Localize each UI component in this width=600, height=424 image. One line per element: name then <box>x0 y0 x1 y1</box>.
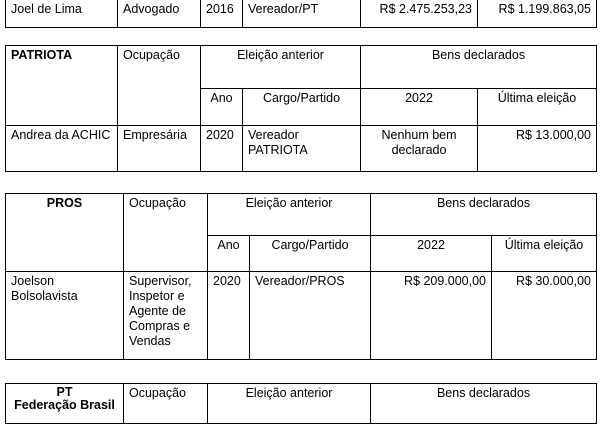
assets-last-election: R$ 13.000,00 <box>478 126 597 172</box>
assets-2022: R$ 2.475.253,23 <box>361 0 478 28</box>
header-office: Cargo/Partido <box>250 236 371 272</box>
party-name: PROS <box>6 194 124 272</box>
election-year: 2020 <box>208 272 250 360</box>
header-declared-assets: Bens declarados <box>371 384 597 424</box>
candidate-occupation: Supervisor, Inspetor e Agente de Compras e Vendas <box>124 272 208 360</box>
assets-last-election: R$ 30.000,00 <box>492 272 597 360</box>
party-federation: Federação Brasil <box>14 398 115 412</box>
candidate-occupation: Empresária <box>118 126 201 172</box>
header-assets-last: Última eleição <box>478 89 597 126</box>
header-office: Cargo/Partido <box>243 89 361 126</box>
table-row <box>6 0 597 28</box>
table-row <box>6 126 597 172</box>
table-row <box>6 272 597 360</box>
party-name: PT <box>56 385 73 399</box>
assets-2022: Nenhum bem declarado <box>361 126 478 172</box>
header-previous-election: Eleição anterior <box>208 384 371 424</box>
candidates-table-pt <box>5 383 597 424</box>
header-declared-assets: Bens declarados <box>361 46 597 89</box>
election-office: Vereador/PT <box>243 0 361 28</box>
header-occupation: Ocupação <box>124 194 208 272</box>
candidate-occupation: Advogado <box>118 0 201 28</box>
header-previous-election: Eleição anterior <box>201 46 361 89</box>
candidate-name: Joel de Lima <box>6 0 118 28</box>
header-declared-assets: Bens declarados <box>371 194 597 236</box>
candidate-name: Andrea da ACHIC <box>6 126 118 172</box>
header-assets-last: Última eleição <box>492 236 597 272</box>
election-year: 2020 <box>201 126 243 172</box>
header-occupation: Ocupação <box>118 46 201 126</box>
party-name: PATRIOTA <box>6 46 118 126</box>
party-cell <box>6 384 124 424</box>
election-office: Vereador PATRIOTA <box>243 126 361 172</box>
header-previous-election: Eleição anterior <box>208 194 371 236</box>
header-assets-2022: 2022 <box>371 236 492 272</box>
assets-last-election: R$ 1.199.863,05 <box>478 0 597 28</box>
header-year: Ano <box>201 89 243 126</box>
candidate-name: Joelson Bolsolavista <box>6 272 124 360</box>
header-year: Ano <box>208 236 250 272</box>
candidates-table-pt-top <box>5 0 597 28</box>
election-office: Vereador/PROS <box>250 272 371 360</box>
header-occupation: Ocupação <box>124 384 208 424</box>
election-year: 2016 <box>201 0 243 28</box>
header-assets-2022: 2022 <box>361 89 478 126</box>
candidates-table-pros <box>5 193 597 360</box>
candidates-table-patriota <box>5 45 597 172</box>
assets-2022: R$ 209.000,00 <box>371 272 492 360</box>
